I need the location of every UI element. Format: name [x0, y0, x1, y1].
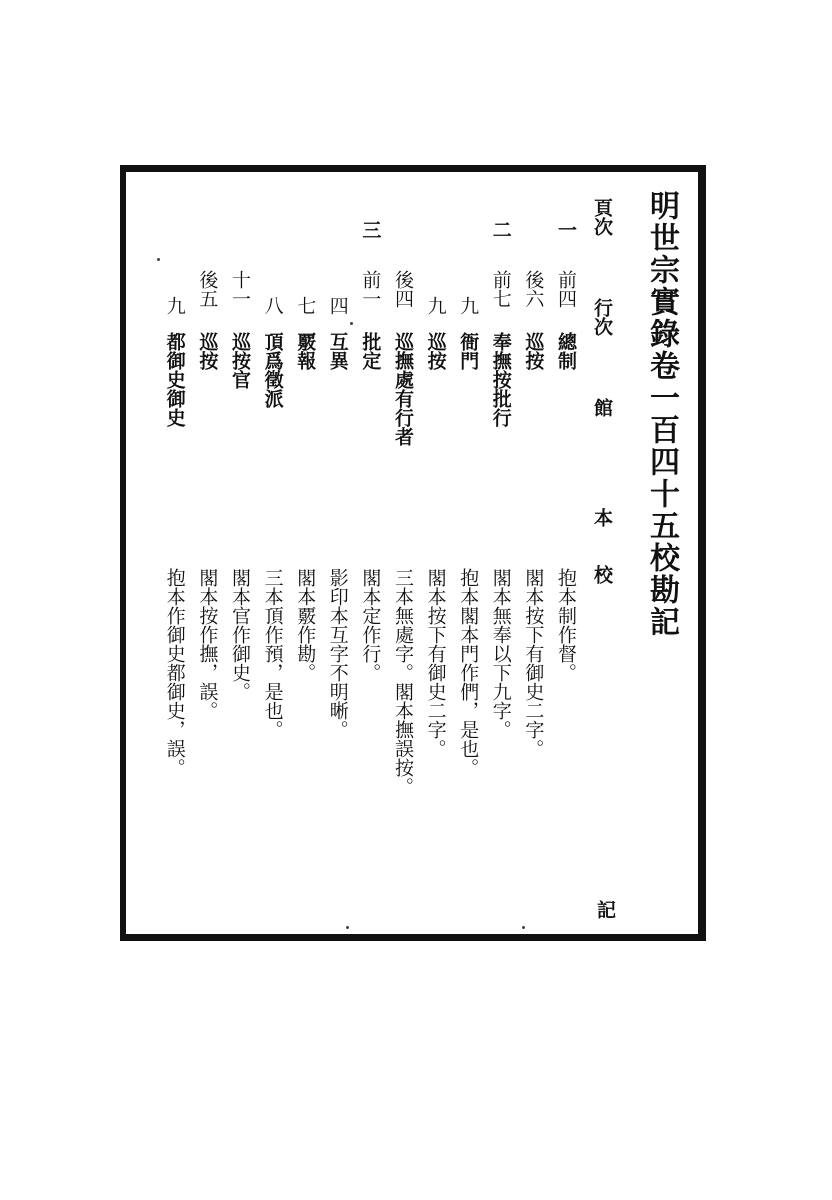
row-note: 三本頂作預，是也。 [261, 568, 284, 739]
row-note: 閣本按下有御史二字。 [424, 568, 447, 758]
row-entry: 覈報 [294, 332, 317, 370]
row-page: 一 [555, 220, 577, 239]
row-entry: 互異 [326, 332, 349, 370]
column-header [592, 198, 611, 417]
row-note: 抱本制作督。 [555, 568, 577, 682]
row-line: 九 [424, 296, 447, 315]
row-page: 二 [489, 220, 512, 239]
row-note: 閣本官作御史。 [229, 568, 251, 701]
row-entry: 衙門 [457, 332, 480, 370]
row-line: 前一 [359, 270, 382, 308]
row-note: 閣本覈作勘。 [294, 568, 317, 682]
row-line: 九 [163, 296, 186, 315]
row-entry: 奉撫按批行 [489, 332, 512, 427]
row-entry: 頂爲徵派 [261, 332, 284, 408]
row-entry: 巡按 [196, 332, 219, 370]
row-note: 閣本按下有御史二字。 [522, 568, 545, 758]
row-entry: 巡按 [522, 332, 545, 370]
row-line: 八 [261, 296, 284, 315]
row-note: 三本無處字。閣本撫誤按。 [392, 568, 414, 796]
header-page: 頁次 [591, 198, 613, 236]
row-line: 七 [294, 296, 317, 315]
speck [522, 926, 525, 929]
trailing-mark: 記 [594, 900, 616, 919]
row-line: 後六 [522, 270, 545, 308]
row-entry: 都御史御史 [163, 332, 186, 427]
row-line: 前七 [489, 270, 512, 308]
row-line: 後五 [196, 270, 219, 308]
row-line: 四 [326, 296, 349, 315]
header-base: 本 [591, 508, 613, 527]
row-note: 抱本作御史都御史，誤。 [163, 568, 186, 777]
row-entry: 巡按 [424, 332, 447, 370]
row-line: 前四 [555, 270, 577, 308]
row-entry: 巡撫處有行者 [392, 332, 414, 446]
speck [350, 322, 353, 325]
row-entry: 總制 [555, 332, 577, 370]
row-note: 閣本定作行。 [359, 568, 382, 682]
row-note: 抱本閣本門作們，是也。 [457, 568, 480, 777]
speck [157, 258, 160, 261]
row-note: 影印本互字不明晰。 [326, 568, 349, 739]
row-note: 閣本無奉以下九字。 [489, 568, 512, 739]
row-entry: 批定 [359, 332, 382, 370]
page-title: 明世宗實錄卷一百四十五校勘記 [644, 190, 679, 638]
row-page: 三 [359, 220, 382, 239]
header-line: 行次 [591, 298, 613, 336]
row-line: 後四 [392, 270, 414, 308]
row-entry: 巡按官 [229, 332, 251, 389]
header-text: 館 [591, 398, 613, 417]
row-line: 十一 [229, 270, 251, 308]
row-line: 九 [457, 296, 480, 315]
header-collation: 校 [591, 565, 613, 584]
speck [346, 926, 349, 929]
row-note: 閣本按作撫，誤。 [196, 568, 219, 720]
